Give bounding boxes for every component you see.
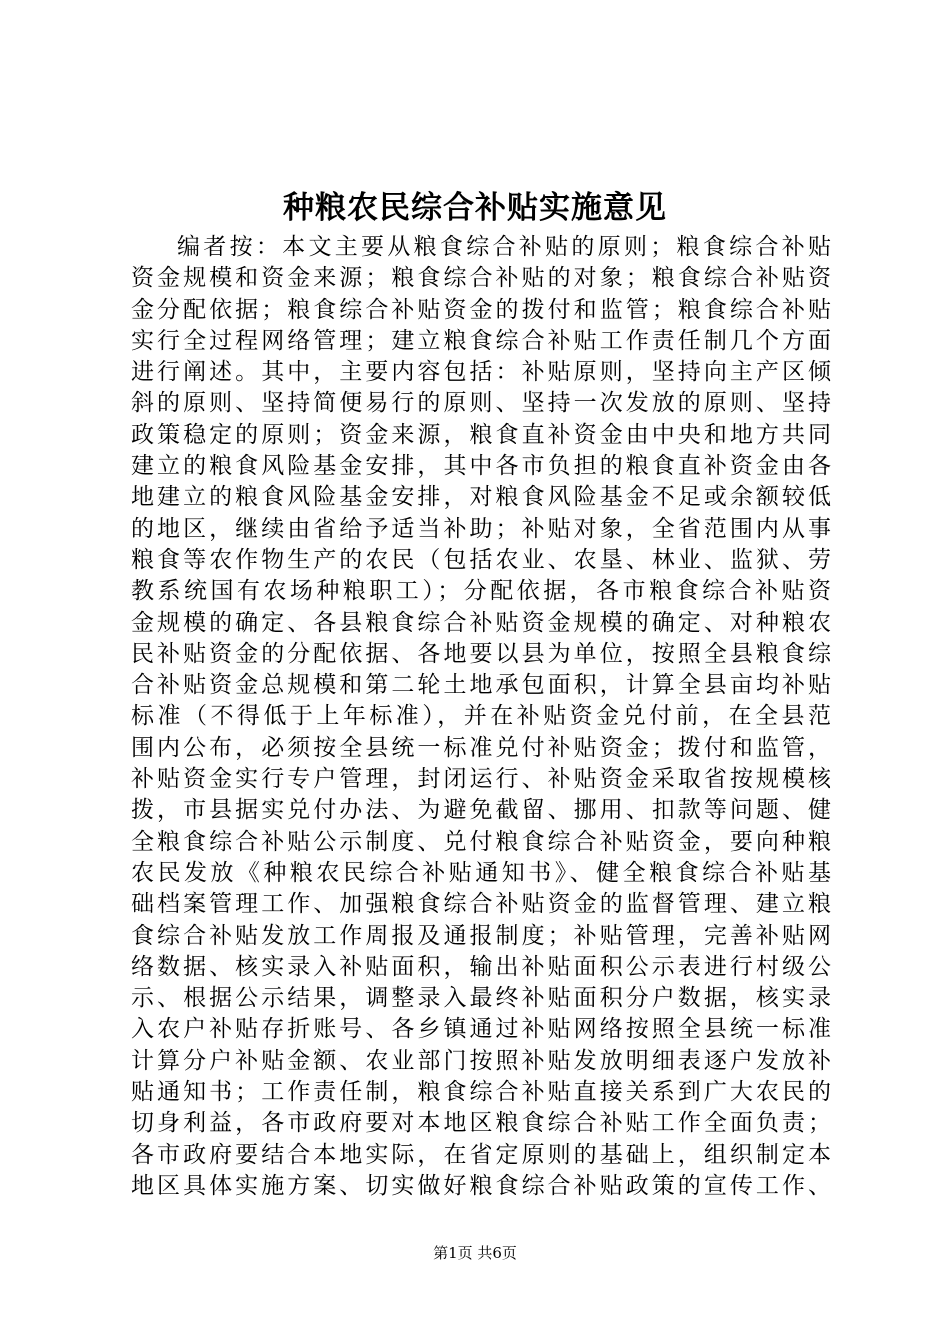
body-line: 斜的原则、坚持简便易行的原则、坚持一次发放的原则、坚持 (131, 390, 831, 417)
body-line: 民补贴资金的分配依据、各地要以县为单位，按照全县粮食综 (131, 640, 831, 667)
body-line: 资金规模和资金来源；粮食综合补贴的对象；粮食综合补贴资 (131, 265, 831, 292)
body-line: 合补贴资金总规模和第二轮土地承包面积，计算全县亩均补贴 (131, 672, 831, 699)
body-line: 农民发放《种粮农民综合补贴通知书》、健全粮食综合补贴基 (131, 859, 831, 886)
body-line: 围内公布，必须按全县统一标准兑付补贴资金；拨付和监管， (131, 734, 831, 761)
body-line: 进行阐述。其中，主要内容包括：补贴原则，坚持向主产区倾 (131, 359, 831, 386)
body-line: 贴通知书；工作责任制，粮食综合补贴直接关系到广大农民的 (131, 1079, 831, 1106)
document-title: 种粮农民综合补贴实施意见 (283, 190, 667, 226)
body-line: 建立的粮食风险基金安排，其中各市负担的粮食直补资金由各 (131, 453, 831, 480)
document-body (131, 232, 831, 1202)
page-footer: 第1页 共6页 (433, 1244, 517, 1262)
body-line: 础档案管理工作、加强粮食综合补贴资金的监督管理、建立粮 (131, 891, 831, 918)
body-line: 编者按：本文主要从粮食综合补贴的原则；粮食综合补贴 (177, 234, 831, 260)
body-line: 络数据、核实录入补贴面积，输出补贴面积公示表进行村级公 (131, 953, 831, 980)
body-line: 标准（不得低于上年标准），并在补贴资金兑付前，在全县范 (131, 703, 831, 730)
body-line: 政策稳定的原则；资金来源，粮食直补资金由中央和地方共同 (131, 421, 831, 448)
body-line: 入农户补贴存折账号、各乡镇通过补贴网络按照全县统一标准 (131, 1016, 831, 1043)
body-line: 地区具体实施方案、切实做好粮食综合补贴政策的宣传工作、 (131, 1172, 831, 1199)
body-line: 切身利益，各市政府要对本地区粮食综合补贴工作全面负责； (131, 1110, 831, 1137)
body-line: 拨，市县据实兑付办法、为避免截留、挪用、扣款等问题、健 (131, 797, 831, 824)
body-line: 金分配依据；粮食综合补贴资金的拨付和监管；粮食综合补贴 (131, 296, 831, 323)
body-line: 示、根据公示结果，调整录入最终补贴面积分户数据，核实录 (131, 985, 831, 1012)
body-line: 金规模的确定、各县粮食综合补贴资金规模的确定、对种粮农 (131, 609, 831, 636)
body-line: 教系统国有农场种粮职工）；分配依据，各市粮食综合补贴资 (131, 578, 831, 605)
body-line: 粮食等农作物生产的农民（包括农业、农垦、林业、监狱、劳 (131, 546, 831, 573)
body-line: 计算分户补贴金额、农业部门按照补贴发放明细表逐户发放补 (131, 1047, 831, 1074)
body-line: 的地区，继续由省给予适当补助；补贴对象，全省范围内从事 (131, 515, 831, 542)
body-line: 食综合补贴发放工作周报及通报制度；补贴管理，完善补贴网 (131, 922, 831, 949)
body-line: 地建立的粮食风险基金安排，对粮食风险基金不足或余额较低 (131, 484, 831, 511)
body-line: 各市政府要结合本地实际，在省定原则的基础上，组织制定本 (131, 1141, 831, 1168)
body-line: 全粮食综合补贴公示制度、兑付粮食综合补贴资金，要向种粮 (131, 828, 831, 855)
body-line: 实行全过程网络管理；建立粮食综合补贴工作责任制几个方面 (131, 327, 831, 354)
body-line: 补贴资金实行专户管理，封闭运行、补贴资金采取省按规模核 (131, 766, 831, 793)
